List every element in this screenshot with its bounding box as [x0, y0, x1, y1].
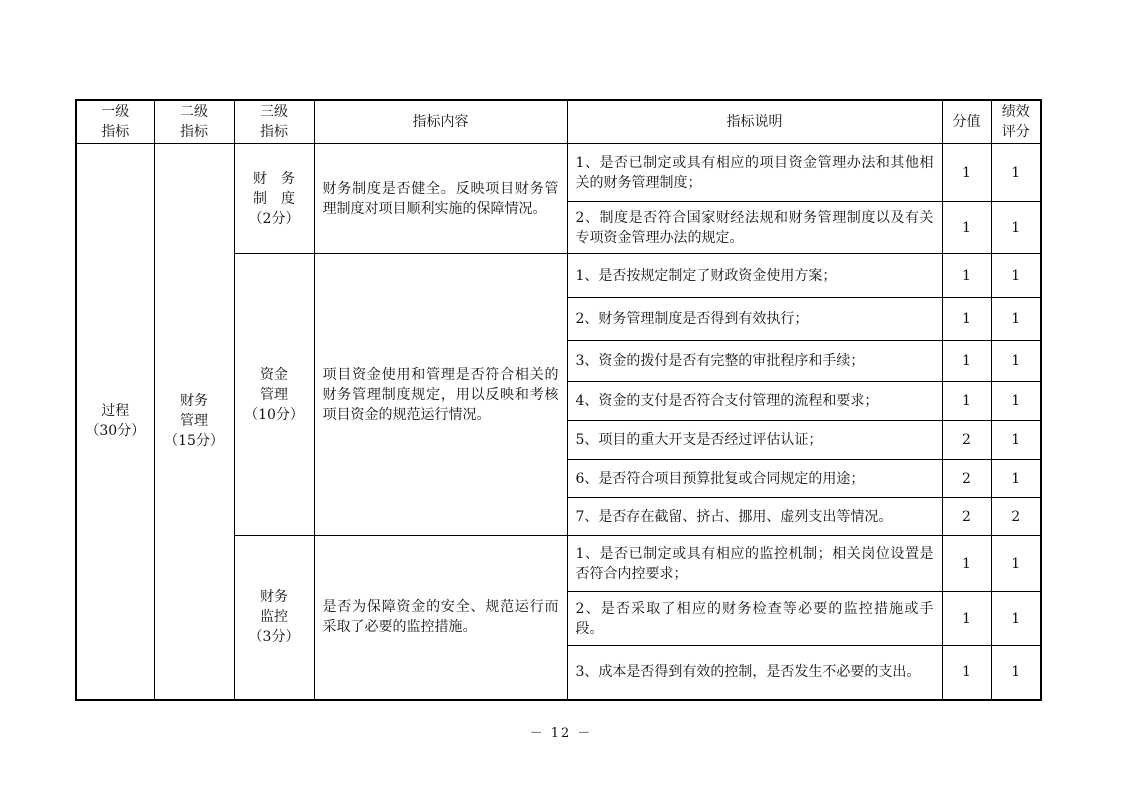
level3-cell-financial-system: 财 务 制 度 （2分）: [234, 144, 314, 254]
score-cell: 1: [942, 592, 991, 646]
score-cell: 2: [942, 460, 991, 498]
level3-cell-fund-management: 资金 管理 （10分）: [234, 254, 314, 536]
score-cell: 1: [942, 298, 991, 341]
evaluation-cell: 1: [991, 592, 1041, 646]
level2-points: （15分）: [164, 433, 224, 450]
header-level2: 二级 指标: [154, 100, 234, 144]
evaluation-cell: 1: [991, 646, 1041, 700]
description-cell: 7、是否存在截留、挤占、挪用、虚列支出等情况。: [567, 498, 942, 536]
level1-points: （30分）: [85, 423, 146, 440]
evaluation-cell: 1: [991, 341, 1041, 382]
description-cell: 2、财务管理制度是否得到有效执行；: [567, 298, 942, 341]
evaluation-cell: 1: [991, 460, 1041, 498]
description-cell: 5、项目的重大开支是否经过评估认证；: [567, 421, 942, 460]
description-cell: 6、是否符合项目预算批复或合同规定的用途；: [567, 460, 942, 498]
evaluation-cell: 1: [991, 254, 1041, 298]
content-cell: 财务制度是否健全。反映项目财务管理制度对项目顺利实施的保障情况。: [314, 144, 567, 254]
evaluation-cell: 1: [991, 144, 1041, 202]
level1-cell: [76, 144, 154, 700]
header-description: 指标说明: [567, 100, 942, 144]
performance-table: [75, 99, 1042, 701]
table-row: [76, 144, 1041, 202]
header-content: 指标内容: [314, 100, 567, 144]
score-cell: 1: [942, 536, 991, 592]
page-number: － 12 －: [529, 726, 593, 741]
description-cell: 2、是否采取了相应的财务检查等必要的监控措施或手段。: [567, 592, 942, 646]
score-cell: 2: [942, 498, 991, 536]
score-cell: 1: [942, 646, 991, 700]
score-cell: 1: [942, 202, 991, 254]
evaluation-cell: 1: [991, 382, 1041, 421]
description-cell: 3、资金的拨付是否有完整的审批程序和手续；: [567, 341, 942, 382]
header-row: [76, 100, 1041, 144]
description-cell: 1、是否已制定或具有相应的监控机制；相关岗位设置是否符合内控要求；: [567, 536, 942, 592]
score-cell: 1: [942, 254, 991, 298]
description-cell: 2、制度是否符合国家财经法规和财务管理制度以及有关专项资金管理办法的规定。: [567, 202, 942, 254]
content-cell: 是否为保障资金的安全、规范运行而采取了必要的监控措施。: [314, 536, 567, 700]
evaluation-cell: 1: [991, 298, 1041, 341]
evaluation-cell: 1: [991, 421, 1041, 460]
header-evaluation: 绩效 评分: [991, 100, 1041, 144]
score-cell: 2: [942, 421, 991, 460]
description-cell: 4、资金的支付是否符合支付管理的流程和要求；: [567, 382, 942, 421]
level2-cell: 财务 管理 （15分）: [154, 144, 234, 700]
header-level3: 三级 指标: [234, 100, 314, 144]
description-cell: 3、成本是否得到有效的控制，是否发生不必要的支出。: [567, 646, 942, 700]
evaluation-cell: 2: [991, 498, 1041, 536]
header-level1: 一级 指标: [76, 100, 154, 144]
evaluation-cell: 1: [991, 536, 1041, 592]
score-cell: 1: [942, 382, 991, 421]
evaluation-cell: 1: [991, 202, 1041, 254]
description-cell: 1、是否按规定制定了财政资金使用方案；: [567, 254, 942, 298]
description-cell: 1、是否已制定或具有相应的项目资金管理办法和其他相关的财务管理制度；: [567, 144, 942, 202]
score-cell: 1: [942, 341, 991, 382]
score-cell: 1: [942, 144, 991, 202]
content-cell: 项目资金使用和管理是否符合相关的财务管理制度规定，用以反映和考核项目资金的规范运行情况。: [314, 254, 567, 536]
level3-cell-financial-monitoring: 财务 监控 （3分）: [234, 536, 314, 700]
header-score: 分值: [942, 100, 991, 144]
level1-name: 过程: [101, 403, 130, 420]
